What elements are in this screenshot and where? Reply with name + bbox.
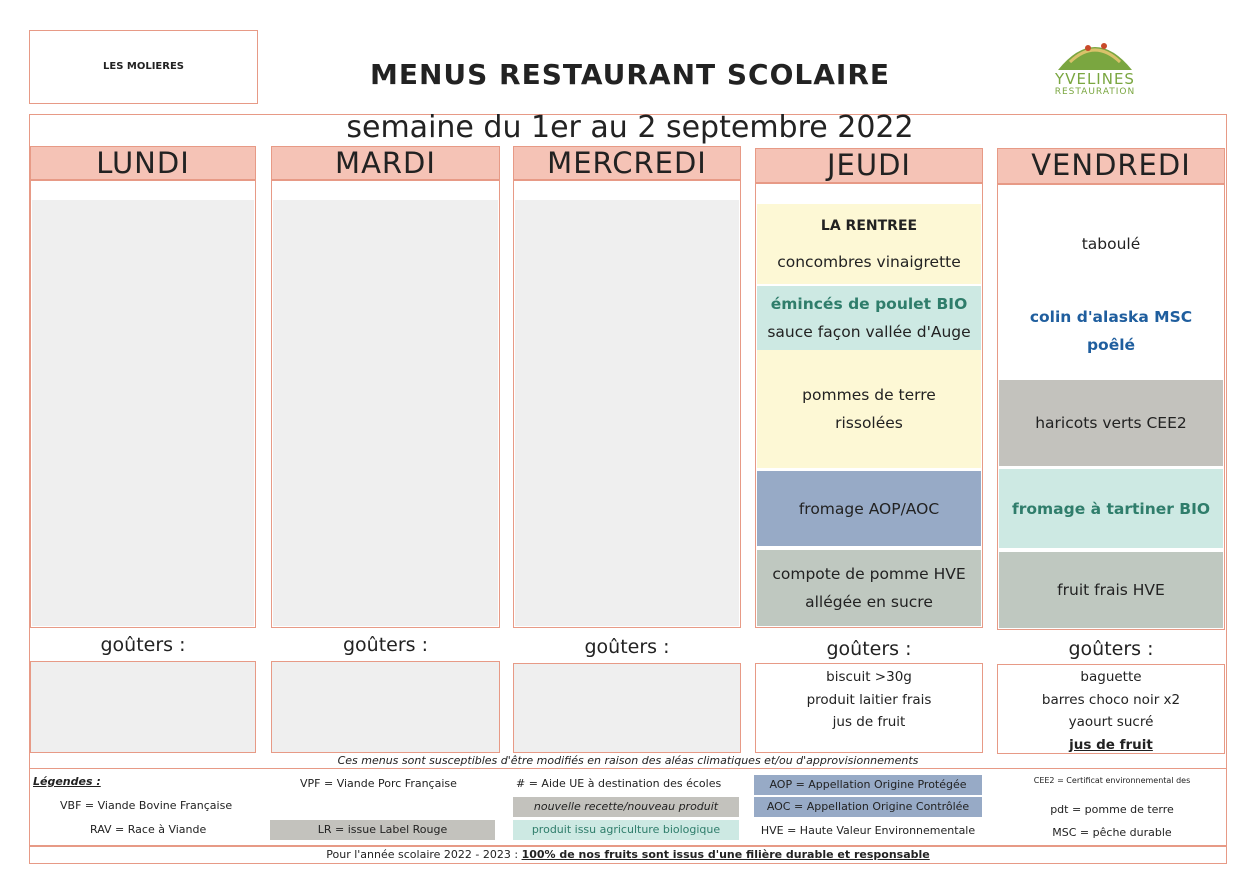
day-header-lundi: LUNDI xyxy=(30,146,256,180)
legend-title: Légendes : xyxy=(33,775,101,788)
day-header-mardi: MARDI xyxy=(271,146,500,180)
jeudi-cheese-text: fromage AOP/AOC xyxy=(798,499,940,518)
legend-rav: RAV = Race à Viande xyxy=(90,823,207,836)
footer-prefix: Pour l'année scolaire 2022 - 2023 : xyxy=(326,848,522,861)
snack-box-mercredi xyxy=(513,663,741,753)
snack-item: yaourt sucré xyxy=(1068,714,1154,730)
jeudi-dessert-line2: allégée en sucre xyxy=(805,593,933,611)
empty-menu-mercredi xyxy=(515,200,739,626)
gouters-label-mardi: goûters : xyxy=(342,634,429,656)
snack-box-jeudi xyxy=(755,663,983,753)
empty-menu-mardi xyxy=(273,200,498,626)
day-header-jeudi: JEUDI xyxy=(755,148,983,183)
vendredi-side xyxy=(999,380,1223,466)
snack-item: baguette xyxy=(1080,669,1142,685)
snack-item: barres choco noir x2 xyxy=(1041,691,1181,708)
jeudi-rentree-label: LA RENTREE xyxy=(820,218,918,234)
vendredi-main-line2: poêlé xyxy=(1086,336,1136,354)
school-name-box xyxy=(29,30,258,104)
vendredi-cheese xyxy=(999,469,1223,548)
empty-menu-lundi xyxy=(32,200,254,626)
footer-bold: 100% de nos fruits sont issus d'une filière durable et responsable xyxy=(521,848,930,861)
vendredi-starter-text: taboulé xyxy=(1081,235,1141,253)
yvelines-restauration-logo xyxy=(1030,30,1160,102)
snack-item: jus de fruit xyxy=(1069,736,1153,753)
legend-msc: MSC = pêche durable xyxy=(1052,826,1172,839)
snack-item: jus de fruit xyxy=(832,714,906,730)
week-label: semaine du 1er au 2 septembre 2022 xyxy=(346,110,914,145)
vendredi-starter xyxy=(999,206,1223,282)
jeudi-starter-text: concombres vinaigrette xyxy=(777,253,961,271)
legend-pdt: pdt = pomme de terre xyxy=(1050,803,1174,816)
vendredi-side-text: haricots verts CEE2 xyxy=(1035,414,1187,432)
snack-box-mardi xyxy=(271,661,500,753)
gouters-label-mercredi: goûters : xyxy=(584,636,670,658)
day-header-vendredi: VENDREDI xyxy=(997,148,1225,184)
legend-lr: LR = issue Label Rouge xyxy=(270,820,495,840)
legend-aide: # = Aide UE à destination des écoles xyxy=(516,777,722,790)
vendredi-main xyxy=(999,284,1223,378)
jeudi-starter xyxy=(757,204,981,284)
day-header-mercredi: MERCREDI xyxy=(513,146,741,180)
page-title: MENUS RESTAURANT SCOLAIRE xyxy=(369,58,891,91)
jeudi-main-line1: émincés de poulet BIO xyxy=(770,295,968,313)
jeudi-dessert-line1: compote de pomme HVE xyxy=(772,565,966,583)
jeudi-cheese xyxy=(757,471,981,546)
legend-cee2: CEE2 = Certificat environnemental des xyxy=(1033,776,1191,785)
gouters-label-lundi: goûters : xyxy=(100,634,186,656)
jeudi-side-line1: pommes de terre xyxy=(802,386,936,404)
legend-bio: produit issu agriculture biologique xyxy=(513,820,739,840)
footer-note xyxy=(29,846,1227,864)
jeudi-main xyxy=(757,286,981,350)
jeudi-side-line2: rissolées xyxy=(835,414,903,432)
vendredi-dessert-text: fruit frais HVE xyxy=(1057,581,1165,599)
snack-item: biscuit >30g xyxy=(826,669,912,685)
logo-line2: RESTAURATION xyxy=(1054,87,1136,97)
vendredi-cheese-text: fromage à tartiner BIO xyxy=(1011,499,1211,518)
jeudi-main-line2: sauce façon vallée d'Auge xyxy=(767,323,971,341)
vendredi-dessert xyxy=(999,552,1223,628)
disclaimer: Ces menus sont susceptibles d'être modifiés en raison des aléas climatiques et/ou d'approvisionnements xyxy=(337,754,919,767)
snack-box-vendredi xyxy=(997,664,1225,754)
legend-hve: HVE = Haute Valeur Environnementale xyxy=(760,824,976,837)
gouters-label-jeudi: goûters : xyxy=(826,638,912,660)
vendredi-main-line1: colin d'alaska MSC xyxy=(1029,308,1193,326)
snack-item: produit laitier frais xyxy=(806,691,932,708)
legend-aoc: AOC = Appellation Origine Contrôlée xyxy=(754,797,982,817)
gouters-label-vendredi: goûters : xyxy=(1068,638,1154,660)
jeudi-dessert xyxy=(757,550,981,626)
school-name: LES MOLIERES xyxy=(103,61,184,72)
jeudi-side xyxy=(757,350,981,468)
snack-box-lundi xyxy=(30,661,256,753)
legend-aop: AOP = Appellation Origine Protégée xyxy=(754,775,982,795)
legend-vpf: VPF = Viande Porc Française xyxy=(300,777,457,790)
legend-vbf: VBF = Viande Bovine Française xyxy=(60,799,233,812)
logo-line1: YVELINES xyxy=(1055,70,1135,88)
legend-nouvelle: nouvelle recette/nouveau produit xyxy=(513,797,739,817)
